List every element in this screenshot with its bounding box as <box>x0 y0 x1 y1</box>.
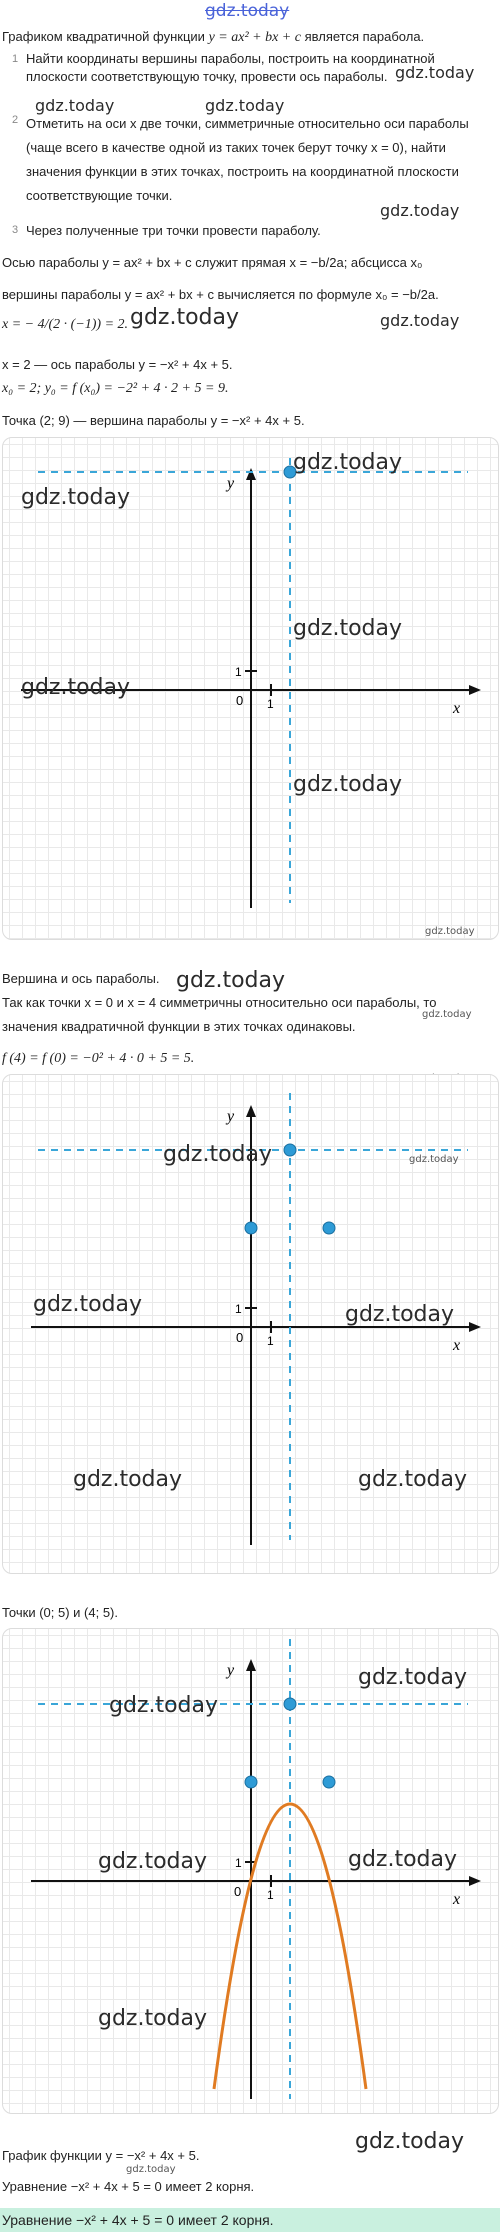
graph-parabola <box>2 1628 499 2114</box>
intro-text: Графиком квадратичной функции <box>2 29 205 44</box>
symmetry-text-2: значения квадратичной функции в этих точках одинаковы. <box>2 1019 356 1034</box>
x-label: x <box>453 1337 461 1354</box>
watermark: gdz.today <box>126 2164 176 2175</box>
symmetry-text-1: Так как точки x = 0 и x = 4 симметричны относительно оси параболы, то <box>2 995 437 1010</box>
step-number: 1 <box>12 53 19 65</box>
step-number: 3 <box>12 224 19 236</box>
watermark: gdz.today <box>73 1467 183 1492</box>
intro-paragraph <box>2 28 496 48</box>
x-axis-arrow <box>469 1876 481 1886</box>
origin-label: 0 <box>234 1884 242 1899</box>
point-0-5 <box>245 1222 257 1234</box>
x-one-label: 1 <box>267 1888 274 1902</box>
watermark: gdz.today <box>293 616 403 641</box>
x-axis-arrow <box>469 1322 481 1332</box>
y-label: y <box>227 1108 235 1125</box>
vertex-text: Точка (2; 9) — вершина параболы y = −x² + 4x + 5. <box>2 413 305 428</box>
x-axis-arrow <box>469 685 481 695</box>
vertex-point <box>284 1698 296 1710</box>
watermark: gdz.today <box>176 968 286 993</box>
watermark: gdz.today <box>98 2006 208 2031</box>
origin-label: 0 <box>236 1330 244 1345</box>
watermark: gdz.today <box>422 1009 472 1020</box>
watermark: gdz.today <box>358 1665 468 1690</box>
x-formula: x = − 4/(2 · (−1)) = 2. <box>2 317 129 332</box>
watermark: gdz.today <box>35 96 115 115</box>
watermark: gdz.today <box>293 772 403 797</box>
watermark: gdz.today <box>355 2129 465 2154</box>
origin-label: 0 <box>236 693 244 708</box>
conclusion-text: Уравнение −x² + 4x + 5 = 0 имеет 2 корня. <box>2 2179 255 2194</box>
x-one-label: 1 <box>267 697 274 711</box>
watermark: gdz.today <box>395 63 475 82</box>
graph-vertex-axis <box>2 437 499 940</box>
x-one-label: 1 <box>267 1334 274 1348</box>
site-logo[interactable]: gdz.today <box>205 1 290 21</box>
x-label: x <box>453 1891 461 1908</box>
y-axis-arrow <box>246 1659 256 1671</box>
axis-line-text: x = 2 — ось параболы y = −x² + 4x + 5. <box>2 357 233 372</box>
symmetry-formula: f (4) = f (0) = −0² + 4 · 0 + 5 = 5. <box>2 1051 195 1066</box>
step-2: Отметить на оси x две точки, симметричные относительно оси параболы (чаще всего в качестве одной из таких точек берут точку x = 0), найти значения функции в этих точках, построить на координатной плоскости соответствующие точки. <box>26 116 469 204</box>
point-4-5 <box>323 1222 335 1234</box>
watermark: gdz.today <box>98 1849 208 1874</box>
intro-text-end: является парабола. <box>304 29 425 44</box>
vertex-point <box>284 1144 296 1156</box>
step-3: Через полученные три точки провести параболу. <box>26 223 321 238</box>
point-4-5 <box>323 1776 335 1788</box>
y-one-label: 1 <box>235 1856 242 1870</box>
step-1: Найти координаты вершины параболы, построить на координатной плоскости соответствующую точку, провести ось параболы. <box>26 51 435 84</box>
y-axis-arrow <box>246 468 256 480</box>
watermark: gdz.today <box>163 1142 273 1167</box>
intro-formula: y = ax² + bx + c <box>208 30 301 45</box>
watermark: gdz.today <box>21 675 131 700</box>
step-number: 2 <box>12 114 19 126</box>
y-label: y <box>227 1662 235 1679</box>
watermark: gdz.today <box>380 201 460 220</box>
x-label: x <box>453 700 461 717</box>
y-one-label: 1 <box>235 1302 242 1316</box>
watermark: gdz.today <box>205 96 285 115</box>
watermark: gdz.today <box>425 926 475 937</box>
point-0-5 <box>245 1776 257 1788</box>
axis-text-line1: Осью параболы y = ax² + bx + c служит прямая x = −b/2a; абсцисса x₀ <box>2 255 423 270</box>
vertex-calc: x₀ = 2; y₀ = f (x₀) = −2² + 4 · 2 + 5 = 9. <box>2 381 229 396</box>
caption-parabola: График функции y = −x² + 4x + 5. <box>2 2148 200 2163</box>
watermark: gdz.today <box>358 1467 468 1492</box>
y-one-label: 1 <box>235 665 242 679</box>
caption-points: Точки (0; 5) и (4; 5). <box>2 1605 118 1620</box>
graph-symmetric-points <box>2 1074 499 1574</box>
caption-vertex-axis: Вершина и ось параболы. <box>2 971 160 986</box>
y-label: y <box>227 475 235 492</box>
watermark: gdz.today <box>109 1693 219 1718</box>
watermark: gdz.today <box>348 1847 458 1872</box>
watermark: gdz.today <box>33 1292 143 1317</box>
watermark: gdz.today <box>21 485 131 510</box>
watermark: gdz.today <box>293 450 403 475</box>
watermark: gdz.today <box>409 1154 459 1165</box>
watermark: gdz.today <box>130 305 240 330</box>
watermark: gdz.today <box>380 311 460 330</box>
y-axis-arrow <box>246 1105 256 1117</box>
watermark: gdz.today <box>345 1302 455 1327</box>
axis-text-line2: вершины параболы y = ax² + bx + c вычисляется по формуле x₀ = −b/2a. <box>2 287 439 302</box>
answer-text: Уравнение −x² + 4x + 5 = 0 имеет 2 корня. <box>2 2212 274 2228</box>
